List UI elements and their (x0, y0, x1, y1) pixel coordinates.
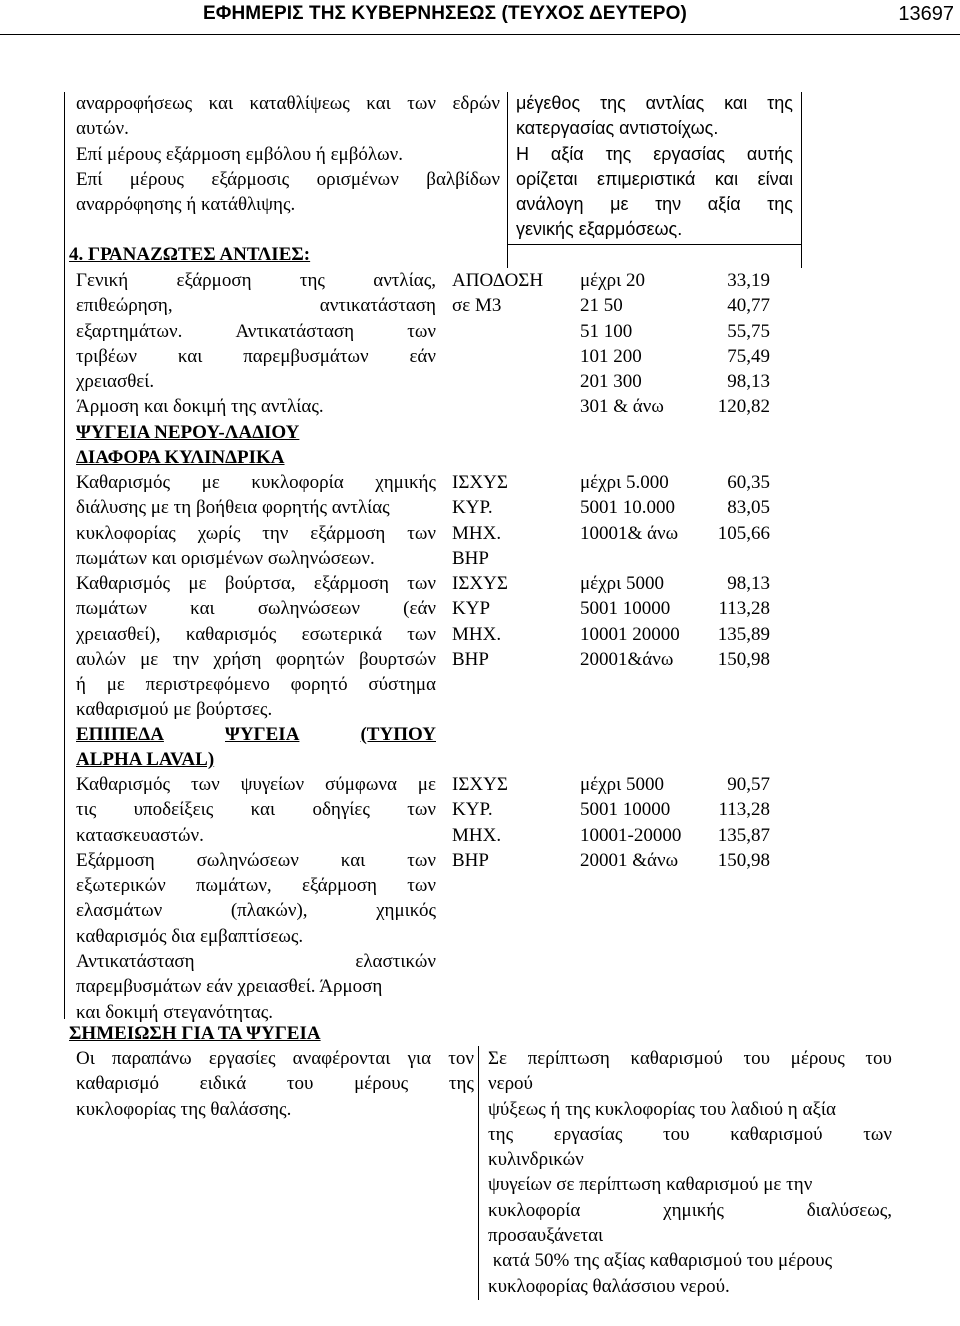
text-line: γενικής εξαρμόσεως. (516, 219, 683, 240)
range-cell: 301 & άνω (580, 396, 664, 418)
range-cell: μέχρι 5.000 (580, 472, 669, 493)
text-line: κυκλοφορίας χωρίς την εξάρμοση των (76, 522, 436, 544)
text-line: Η αξία της εργασίας αυτής (516, 143, 793, 164)
range-cell: 5001 10000 (580, 598, 671, 620)
text-line: κατά 50% της αξίας καθαρισμού του μέρους (488, 1250, 833, 1272)
range-cell: μέχρι 20 (580, 270, 645, 291)
price-cell: 120,82 (717, 396, 770, 418)
text-line: διάλυσης με τη βοήθεια φορητής αντλίας (76, 497, 390, 519)
text-line: πωμάτων και ορισμένων σωληνώσεων. (76, 547, 375, 569)
text-line: κυκλοφορίας της θαλάσσης. (76, 1098, 292, 1120)
pumps-prices (690, 268, 770, 420)
text-line: ανάλογη με την αξία της (516, 194, 793, 215)
range-cell: 10001& άνω (580, 522, 679, 544)
text-line: καθαρισμό ειδικά του μέρους της (76, 1073, 474, 1095)
text-line: Καθαρισμός των ψυγείων σύμφωνα με (76, 774, 436, 795)
text-line: αυλών με την χρήση φορητών βουρτσών (76, 648, 436, 670)
text-line: αναρρόφησης ή κατάθλιψης. (76, 194, 296, 216)
range-cell: 20001&άνω (580, 648, 674, 670)
text-line: πωμάτων και σωληνώσεων (εάν (76, 598, 436, 620)
plate-coolers-description (76, 772, 436, 1025)
top-box-middle-border (507, 92, 508, 268)
top-box-left-border (64, 92, 65, 268)
text-line: Καθαρισμός με κυκλοφορία χημικής (76, 472, 436, 493)
pumps-ranges (580, 268, 664, 420)
text-line: μέγεθος της αντλίας και της (516, 93, 793, 113)
text-line: κυκλοφορίας θαλάσσιου νερού. (488, 1275, 730, 1297)
coolers-prices-2 (690, 571, 770, 672)
header-rule (0, 34, 960, 35)
text-line: ψύξεως ή της κυκλοφορίας του λαδιού η αξία (488, 1098, 836, 1120)
text-line: κατασκευαστών. (76, 824, 204, 846)
pumps-heading: 4. ΓΡΑΝΑΖΩΤΕΣ ΑΝΤΛΙΕΣ: (69, 244, 311, 265)
range-cell: 21 50 (580, 295, 623, 317)
text-line: προσαυξάνεται (488, 1225, 604, 1247)
price-cell: 135,87 (717, 824, 770, 846)
range-cell: 10001 20000 (580, 623, 680, 645)
coolers-ranges-1 (580, 470, 678, 546)
note-column-divider (478, 1046, 479, 1300)
price-cell: 90,57 (727, 774, 770, 795)
price-cell: 83,05 (727, 497, 770, 519)
price-cell: 33,19 (727, 270, 770, 291)
description-column-border (64, 244, 65, 1019)
text-line: παρεμβυσμάτων εάν χρειασθεί. Άρμοση (76, 976, 383, 998)
text-line: ή με περιστρεφόμενο φορητό σύστημα (76, 674, 436, 696)
text-line: ελασμάτων (πλακών), χημικός (76, 900, 436, 922)
range-cell: μέχρι 5000 (580, 774, 664, 795)
page-number: 13697 (898, 3, 954, 25)
range-cell: 20001 &άνω (580, 849, 679, 871)
range-cell: 5001 10000 (580, 799, 671, 821)
price-cell: 98,13 (727, 573, 770, 594)
text-line: Οι παραπάνω εργασίες αναφέρονται για τον (76, 1048, 474, 1069)
coolers-description-2 (76, 571, 436, 723)
text-line: ψυγείων σε περίπτωση καθαρισμού με την (488, 1174, 813, 1196)
plate-coolers-heading: ΕΠΙΠΕΔΑ ΨΥΓΕΙΑ (ΤΥΠΟΥ ALPHA LAVAL) (76, 724, 436, 771)
price-cell: 75,49 (727, 345, 770, 367)
page-header (0, 0, 960, 34)
text-line: Άρμοση και δοκιμή της αντλίας. (76, 396, 324, 418)
range-cell: 201 300 (580, 371, 642, 393)
plate-coolers-ranges (580, 772, 681, 873)
price-cell: 40,77 (727, 295, 770, 317)
text-line: Επί μέρους εξάρμοσις ορισμένων βαλβίδων (76, 168, 500, 190)
coolers-description-1 (76, 470, 436, 571)
gazette-title: ΕΦΗΜΕΡΙΣ ΤΗΣ ΚΥΒΕΡΝΗΣΕΩΣ (ΤΕΥΧΟΣ ΔΕΥΤΕΡΟ) (203, 3, 687, 24)
price-cell: 113,28 (718, 799, 770, 821)
price-cell: 55,75 (727, 320, 770, 342)
text-line: τις υποδείξεις και οδηγίες των (76, 799, 436, 821)
text-line: καθαρισμός δια εμβαπτίσεως. (76, 925, 304, 947)
text-line: Σε περίπτωση καθαρισμού του μέρους του (488, 1048, 892, 1069)
price-cell: 150,98 (717, 648, 770, 670)
text-line: εξωτερικών πωμάτων, εξάρμοση των (76, 875, 436, 897)
text-line: κυλινδρικών (488, 1149, 584, 1171)
plate-coolers-unit: ΙΣΧΥΣ ΚΥΡ. ΜΗΧ. ΒΗΡ (452, 774, 508, 871)
text-line: κυκλοφορία χημικής διαλύσεως, (488, 1199, 892, 1221)
text-line: της εργασίας του καθαρισμού των (488, 1123, 892, 1145)
price-cell: 135,89 (717, 623, 770, 645)
range-cell: 51 100 (580, 320, 633, 342)
coolers-unit-2: ΙΣΧΥΣ ΚΥΡ ΜΗΧ. ΒΗΡ (452, 573, 508, 670)
coolers-heading: ΨΥΓΕΙΑ ΝΕΡΟΥ-ΛΑΔΙΟΥ ΔΙΑΦΟΡΑ ΚΥΛΙΝΔΡΙΚΑ (76, 422, 300, 469)
text-line: καθαρισμού με βούρτσες. (76, 699, 273, 721)
text-line: και δοκιμή στεγανότητας. (76, 1001, 273, 1023)
text-line: χρειασθεί. (76, 371, 155, 393)
coolers-ranges-2 (580, 571, 680, 672)
text-line: Γενική εξάρμοση της αντλίας, (76, 270, 436, 291)
plate-coolers-prices (690, 772, 770, 873)
top-box-bottom-border (507, 244, 802, 245)
range-cell: 10001-20000 (580, 824, 682, 846)
price-cell: 98,13 (727, 371, 770, 393)
range-cell: 101 200 (580, 345, 642, 367)
price-cell: 150,98 (717, 849, 770, 871)
range-cell: μέχρι 5000 (580, 573, 664, 594)
coolers-prices-1 (690, 470, 770, 546)
price-cell: 105,66 (717, 522, 770, 544)
top-box-right-border (801, 92, 802, 268)
top-right-text (516, 91, 793, 243)
text-line: νερού (488, 1073, 533, 1095)
text-line: Επί μέρους εξάρμοση εμβόλου ή εμβόλων. (76, 143, 403, 165)
price-cell: 113,28 (718, 598, 770, 620)
text-line: κατεργασίας αντιστοίχως. (516, 118, 719, 139)
text-line: αναρροφήσεως και καταθλίψεως και των εδρών (76, 93, 500, 114)
note-left-text (76, 1046, 474, 1122)
pumps-description (76, 268, 436, 420)
text-line: Εξάρμοση σωληνώσεων και των (76, 849, 436, 871)
coolers-unit-1: ΙΣΧΥΣ ΚΥΡ. ΜΗΧ. ΒΗΡ (452, 472, 508, 569)
pumps-unit: ΑΠΟΔΟΣΗ σε Μ3 (452, 270, 544, 317)
text-line: αυτών. (76, 118, 129, 140)
top-left-text (76, 91, 500, 217)
note-heading: ΣΗΜΕΙΩΣΗ ΓΙΑ ΤΑ ΨΥΓΕΙΑ (69, 1023, 321, 1044)
text-line: επιθεώρηση, αντικατάσταση (76, 295, 436, 317)
text-line: εξαρτημάτων. Αντικατάσταση των (76, 320, 436, 342)
text-line: τριβέων και παρεμβυσμάτων εάν (76, 345, 436, 367)
text-line: Αντικατάσταση ελαστικών (76, 951, 436, 973)
text-line: χρειασθεί), καθαρισμός εσωτερικά των (76, 623, 436, 645)
price-cell: 60,35 (727, 472, 770, 493)
text-line: ορίζεται επιμεριστικά και είναι (516, 168, 793, 189)
text-line: Καθαρισμός με βούρτσα, εξάρμοση των (76, 573, 436, 594)
note-right-text (488, 1046, 892, 1299)
range-cell: 5001 10.000 (580, 497, 675, 519)
